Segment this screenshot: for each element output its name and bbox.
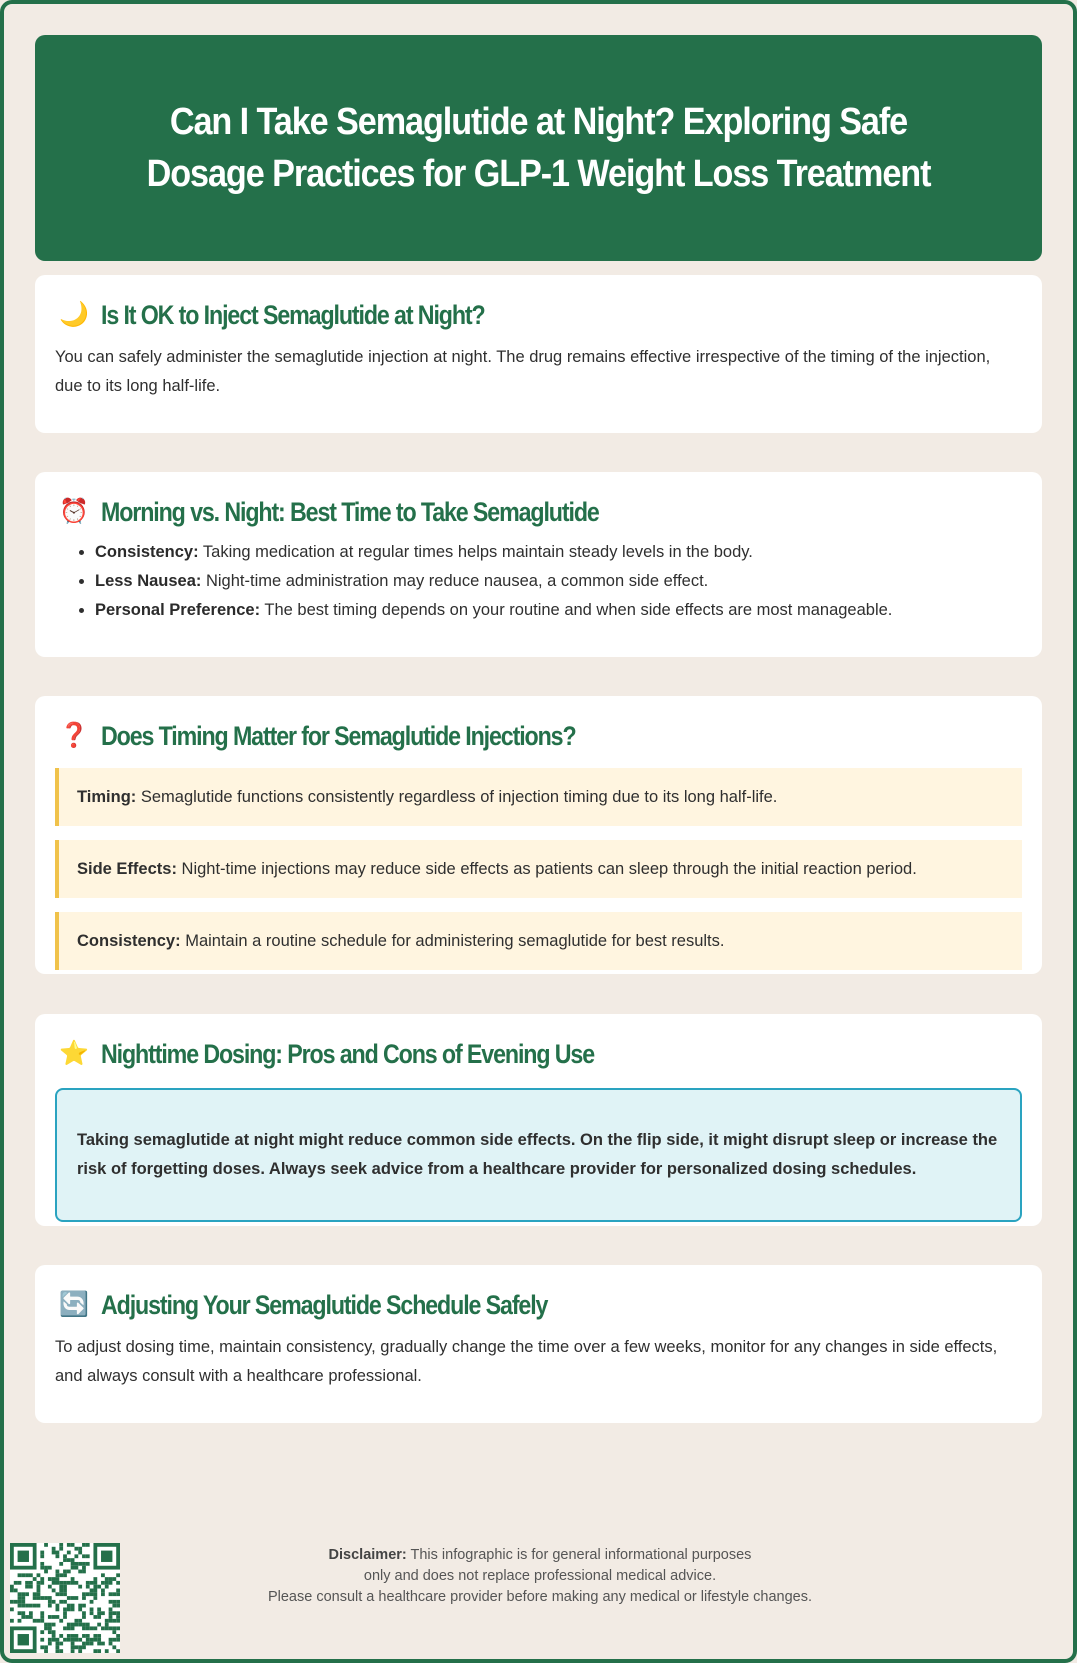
note-text: Maintain a routine schedule for administering semaglutide for best results.: [180, 932, 725, 950]
section-text: You can safely administer the semaglutide injection at night. The drug remains effective irrespective of the timing of the injection, due to its long half-life.: [55, 348, 991, 395]
callout-box: Taking semaglutide at night might reduce common side effects. On the flip side, it might disrupt sleep or increase the risk of forgetting doses. Always seek advice from a healthcare provider for personalized dosing schedules.: [55, 1088, 1022, 1222]
note-text: Semaglutide functions consistently regardless of injection timing due to its long half-life.: [136, 788, 778, 806]
info-note: [55, 912, 1022, 970]
section-title: Morning vs. Night: Best Time to Take Semaglutide: [101, 496, 599, 527]
note-label: Side Effects:: [77, 860, 177, 878]
list-item-text: Taking medication at regular times helps maintain steady levels in the body.: [198, 543, 753, 561]
note-label: Timing:: [77, 788, 137, 806]
section-heading: [55, 297, 1022, 333]
alarm-clock-icon: ⏰: [59, 498, 89, 525]
section-card-morning-vs-night: [35, 472, 1042, 657]
section-card-adjusting-schedule: [35, 1265, 1042, 1423]
section-heading: [55, 1036, 1022, 1072]
section-title: Does Timing Matter for Semaglutide Injections?: [101, 720, 576, 751]
section-title: Nighttime Dosing: Pros and Cons of Evening Use: [101, 1038, 595, 1069]
note-label: Consistency:: [77, 932, 181, 950]
list-item-label: Less Nausea:: [95, 572, 202, 590]
crescent-moon-icon: 🌙: [59, 301, 89, 328]
section-title: Adjusting Your Semaglutide Schedule Safely: [101, 1289, 548, 1320]
list-item-label: Consistency:: [95, 543, 199, 561]
section-heading: [55, 718, 1022, 754]
disclaimer-line: Please consult a healthcare provider before making any medical or lifestyle changes.: [267, 1589, 813, 1605]
disclaimer-label: Disclaimer:: [328, 1547, 407, 1563]
refresh-arrows-icon: 🔄: [59, 1291, 89, 1318]
info-note: [55, 768, 1022, 826]
section-heading: [55, 1287, 1022, 1323]
info-note: [55, 840, 1022, 898]
question-mark-icon: ❓: [59, 722, 89, 749]
section-heading: [55, 494, 1022, 530]
section-card-timing-matter: [35, 696, 1042, 974]
list-item: [95, 596, 1022, 625]
section-card-nighttime-dosing: [35, 1014, 1042, 1226]
disclaimer-line: This infographic is for general informational purposes: [406, 1547, 752, 1563]
page-header: [35, 35, 1042, 261]
qr-code-icon: [10, 1543, 120, 1653]
disclaimer: [190, 1545, 890, 1608]
page-title: Can I Take Semaglutide at Night? Exploring Safe Dosage Practices for GLP-1 Weight Loss Treatment: [146, 101, 931, 195]
list-item-label: Personal Preference:: [95, 601, 261, 619]
disclaimer-line: only and does not replace professional medical advice.: [363, 1568, 717, 1584]
list-item: [95, 567, 1022, 596]
section-text: To adjust dosing time, maintain consistency, gradually change the time over a few weeks, monitor for any changes in side effects, and always consult with a healthcare professional.: [55, 1338, 998, 1385]
qr-code[interactable]: [10, 1543, 120, 1653]
list-item: [95, 538, 1022, 567]
list-item-text: The best timing depends on your routine and when side effects are most manageable.: [260, 601, 893, 619]
section-card-night-injection: [35, 275, 1042, 433]
list-item-text: Night-time administration may reduce nausea, a common side effect.: [201, 572, 709, 590]
bullet-list: [55, 538, 1022, 625]
star-icon: ⭐: [59, 1040, 89, 1067]
section-title: Is It OK to Inject Semaglutide at Night?: [101, 299, 485, 330]
note-text: Night-time injections may reduce side effects as patients can sleep through the initial reaction period.: [176, 860, 917, 878]
